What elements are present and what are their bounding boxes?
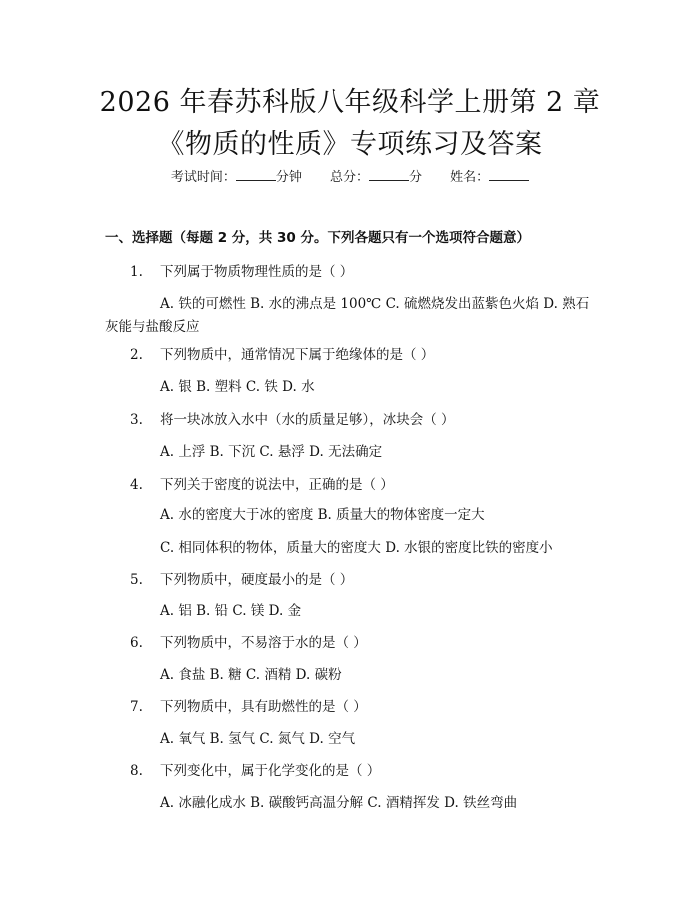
question-4-options-line1: A. 水的密度大于冰的密度 B. 质量大的物体密度一定大 [160,507,485,523]
question-4 [130,475,394,495]
question-1-options: A. 铁的可燃性 B. 水的沸点是 100℃ C. 硫燃烧发出蓝紫色火焰 D. 熟石灰能与盐酸反应 [105,296,590,335]
section-heading: 一、选择题（每题 2 分，共 30 分。下列各题只有一个选项符合题意） [105,230,530,246]
question-text: 下列物质中，通常情况下属于绝缘体的是（ ） [160,347,435,363]
question-number: 7. [130,699,143,715]
question-3 [130,410,455,430]
exam-time [171,168,302,188]
exam-score [330,168,422,188]
question-7 [130,697,367,717]
question-6 [130,633,367,653]
question-2-options: A. 银 B. 塑料 C. 铁 D. 水 [160,379,315,395]
question-8-options: A. 冰融化成水 B. 碳酸钙高温分解 C. 酒精挥发 D. 铁丝弯曲 [160,795,518,811]
question-number: 4. [130,477,143,493]
question-number: 3. [130,412,143,428]
question-6-options: A. 食盐 B. 糖 C. 酒精 D. 碳粉 [160,667,342,683]
question-number: 6. [130,635,143,651]
question-3-options: A. 上浮 B. 下沉 C. 悬浮 D. 无法确定 [160,444,383,460]
question-text: 下列关于密度的说法中，正确的是（ ） [160,477,394,493]
question-number: 1. [130,264,143,280]
question-5-options: A. 铝 B. 铅 C. 镁 D. 金 [160,603,302,619]
question-2 [130,345,434,365]
question-text: 下列物质中，具有助燃性的是（ ） [160,699,367,715]
question-8 [130,761,380,781]
time-label: 考试时间： [170,170,236,185]
question-text: 下列属于物质物理性质的是（ ） [160,264,354,280]
question-1 [130,262,353,282]
question-number: 2. [130,347,143,363]
question-7-options: A. 氧气 B. 氢气 C. 氮气 D. 空气 [160,731,356,747]
score-blank[interactable] [369,168,409,181]
question-text: 将一块冰放入水中（水的质量足够），冰块会（ ） [160,412,455,428]
question-5 [130,570,353,590]
name-blank[interactable] [489,168,529,181]
question-4-options-line2: C. 相同体积的物体，质量大的密度大 D. 水银的密度比铁的密度小 [160,540,553,556]
question-text: 下列物质中，不易溶于水的是（ ） [160,635,367,651]
time-blank[interactable] [236,168,276,181]
question-number: 5. [130,572,143,588]
exam-name [450,168,529,188]
time-unit: 分钟 [275,170,302,185]
exam-meta [0,168,700,188]
document-title: 2026 年春苏科版八年级科学上册第 2 章《物质的性质》专项练习及答案 [99,87,601,160]
score-label: 总分： [329,170,369,185]
question-text: 下列变化中，属于化学变化的是（ ） [160,763,381,779]
question-text: 下列物质中，硬度最小的是（ ） [160,572,354,588]
name-label: 姓名： [450,170,490,185]
score-unit: 分 [409,170,423,185]
question-number: 8. [130,763,143,779]
